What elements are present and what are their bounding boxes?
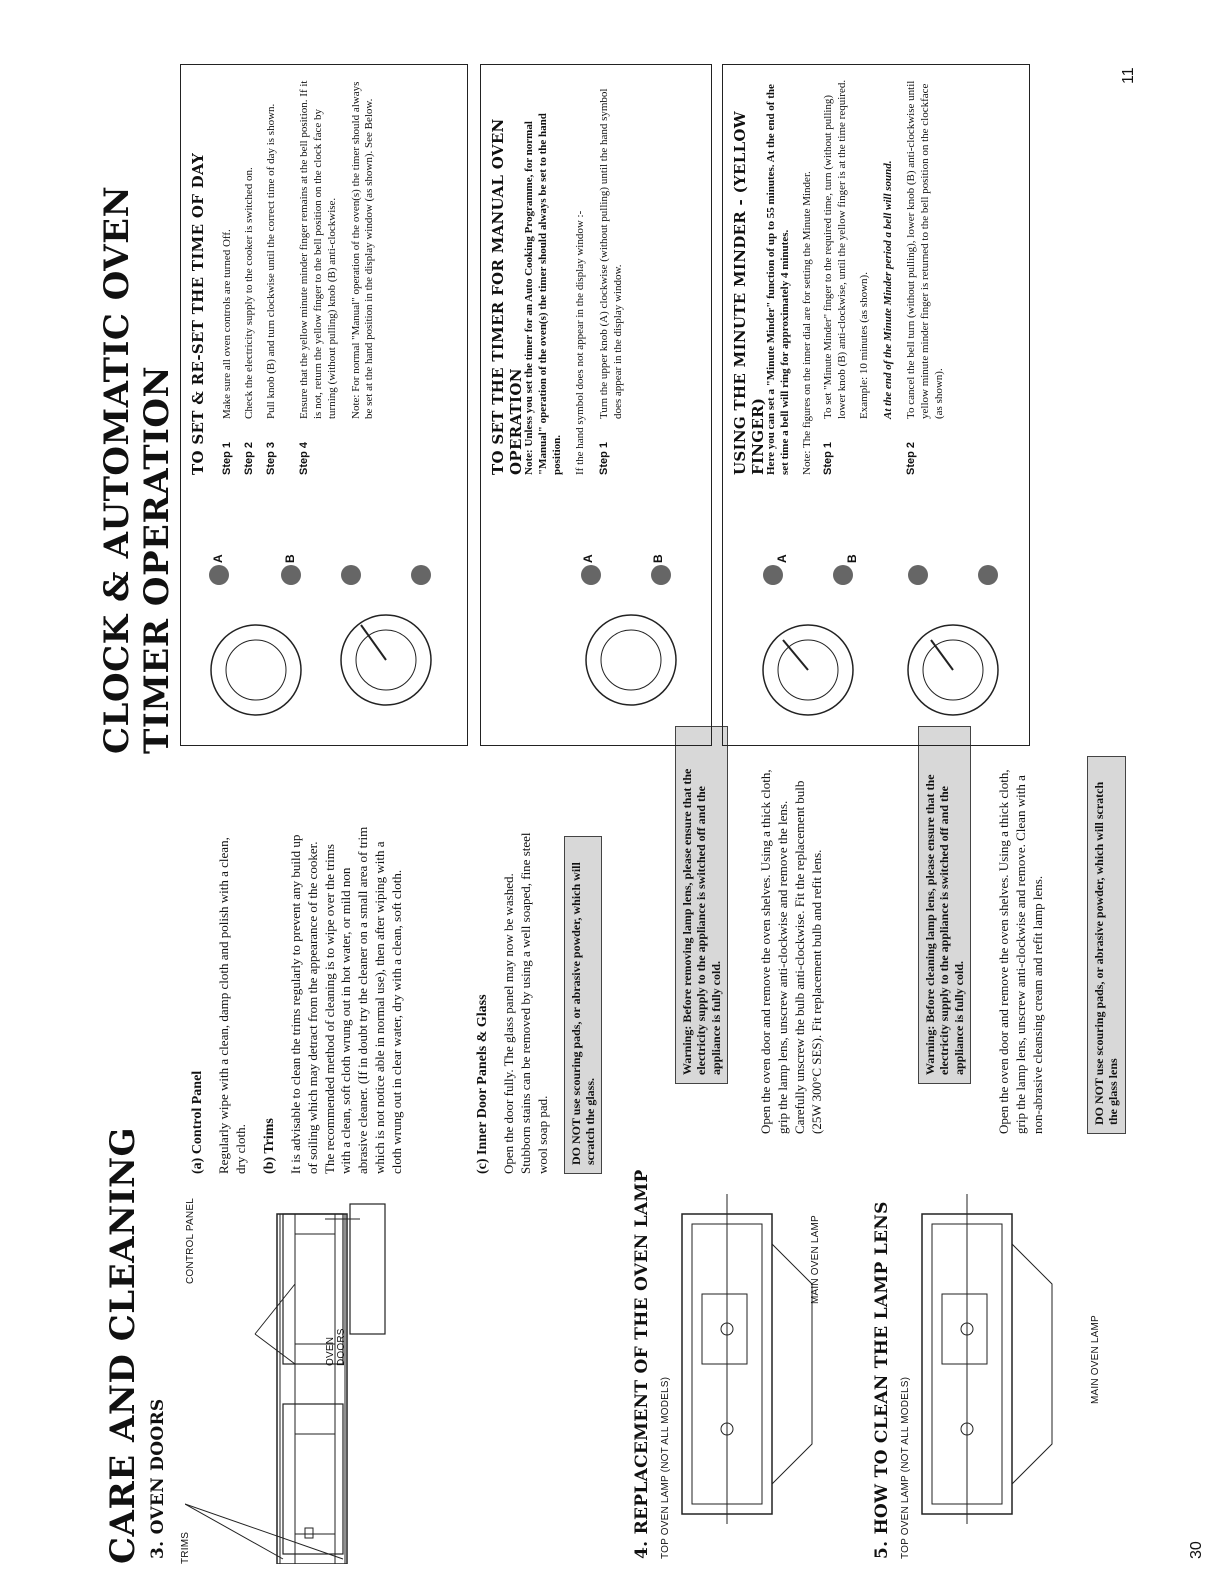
box1-steps xyxy=(221,75,377,475)
section4-warning: Warning: Before removing lamp lens, please ensure that the electricity supply to the appliance is switched off and the appliance is fully cold. xyxy=(675,726,728,1084)
box1-note: Note: For normal "Manual" operation of the oven(s) the timer should always be set at the hand position in the display window (as shown). See Below. xyxy=(349,81,376,419)
box1-step1-text: Make sure all oven controls are turned Off. xyxy=(221,229,233,419)
right-page-number: 11 xyxy=(1120,67,1137,84)
section5-warning2: DO NOT use scouring pads, or abrasive powder, which will scratch the glass lens xyxy=(1087,756,1126,1134)
section3c-block xyxy=(475,824,602,1174)
box3-step1-label: Step 1 xyxy=(822,441,835,475)
box2-content xyxy=(523,75,626,475)
section3-heading: 3. OVEN DOORS xyxy=(148,1398,168,1559)
section5-heading: 5. HOW TO CLEAN THE LAMP LENS xyxy=(872,1201,892,1559)
section3c-heading: (c) Inner Door Panels & Glass xyxy=(475,994,490,1174)
section4-oven-illustration xyxy=(672,1184,822,1524)
box3-step2-text: To cancel the bell turn (without pulling), lower knob (B) anti-clockwise until yellow minute minder finger is returned to the bell position on the clockface (as shown). xyxy=(905,80,945,419)
box1-step4-label: Step 4 xyxy=(298,441,311,475)
box2-if-text: If the hand symbol does not appear in the display window :- xyxy=(574,210,587,475)
box2-heading: TO SET THE TIMER FOR MANUAL OVEN OPERATION xyxy=(489,118,525,475)
box3-step1-text: To set "Minute Minder" finger to the required time, turn (without pulling) lower knob (B) anti-clockwise, until the yellow finger is at the time required. xyxy=(822,79,848,419)
box1-clock-diagrams xyxy=(201,485,461,735)
box1-heading: TO SET & RE-SET THE TIME OF DAY xyxy=(189,152,207,475)
box-minute-minder xyxy=(722,64,1030,746)
right-page-title-line2: TIMER OPERATION xyxy=(137,365,177,754)
box3-clock-diagrams xyxy=(743,485,1023,735)
section4-text: Open the oven door and remove the oven shelves. Using a thick cloth, grip the lamp lens, unscrew anti-clockwise and remove the lens. Carefully unscrew the bulb anti-clockwise. Fit the replacement bulb (25W 300°C SES). Fit replacement bulb and refit lens. xyxy=(758,769,824,1134)
box2-note: Note: Unless you set the timer for an Auto Cooking Programme, for normal "Manual" operation of the oven(s) the timer should always be set to the hand position. xyxy=(523,113,563,475)
section3-text-block xyxy=(190,824,406,1174)
section3b-text: It is advisable to clean the trims regularly to prevent any build up of soiling which may detract from the appearance of the cooker. The recommended method of cleaning is to wipe over the trims with a clean, soft cloth wrung out in hot water, or mild non abrasive cleaner. (If in doubt try the cleaner on a small area of trim which is not notice able in normal use), then after wiping with a cloth wrung out in clear water, dry with a clean, soft cloth. xyxy=(287,826,405,1174)
box3-step2-label: Step 2 xyxy=(905,441,918,475)
left-page-title: CARE AND CLEANING xyxy=(103,1126,143,1564)
label-oven-doors: OVEN DOORS xyxy=(325,1328,347,1366)
box-manual-operation xyxy=(480,64,712,746)
box3-intro: Here you can set a "Minute Minder" function of up to 55 minutes. At the end of the set time a bell will ring for approximately 4 minutes. xyxy=(765,84,791,475)
label-trims: TRIMS xyxy=(180,1531,191,1564)
right-page-title-line1: CLOCK & AUTOMATIC OVEN xyxy=(97,185,137,754)
section5-text: Open the oven door and remove the oven shelves. Using a thick cloth, grip the lamp lens, unscrew anti-clockwise and remove. Clean with a non-abrasive cleansing cream and refit lamp lens. xyxy=(996,769,1045,1134)
cooker-illustration xyxy=(185,1184,395,1564)
box2-knob-b-label: B xyxy=(651,554,665,563)
box3-example: Example: 10 minutes (as shown). xyxy=(857,272,870,419)
section4-main-lamp-label: MAIN OVEN LAMP xyxy=(810,1215,821,1304)
box3-end-text: At the end of the Minute Minder period a bell will sound. xyxy=(881,160,894,419)
box1-step1-label: Step 1 xyxy=(221,441,233,475)
box3-heading: USING THE MINUTE MINDER - (YELLOW FINGER) xyxy=(731,111,767,475)
left-page-number: 30 xyxy=(1188,1541,1205,1559)
section5-warning: Warning: Before cleaning lamp lens, please ensure that the electricity supply to the appliance is switched off and the appliance is fully cold. xyxy=(918,726,971,1084)
box3-note: Note: The figures on the inner dial are for setting the Minute Minder. xyxy=(800,171,813,475)
section4-top-lamp-label: TOP OVEN LAMP (NOT ALL MODELS) xyxy=(660,1376,671,1559)
box1-step4-text: Ensure that the yellow minute minder finger remains at the bell position. If it is not, return the yellow finger to the bell position on the clock face by turning (without pulling) knob (B) anti-clockwise. xyxy=(298,80,338,419)
box2-clock-diagram xyxy=(561,485,701,735)
box3-knob-a-label: A xyxy=(775,554,789,563)
section3c-text: Open the door fully. The glass panel may now be washed. Stubborn stains can be removed by using a well soaped, fine steel wool soap pad. xyxy=(501,832,550,1174)
box1-step3-label: Step 3 xyxy=(264,441,277,475)
section3a-heading: (a) Control Panel xyxy=(190,1070,205,1174)
section5-main-lamp-label: MAIN OVEN LAMP xyxy=(1090,1315,1101,1404)
box2-step1-label: Step 1 xyxy=(598,441,610,475)
box1-knob-b-label: B xyxy=(283,554,297,563)
box3-content xyxy=(765,75,947,475)
section5-top-lamp-label: TOP OVEN LAMP (NOT ALL MODELS) xyxy=(900,1376,911,1559)
section3c-warning: DO NOT use scouring pads, or abrasive powder, which will scratch the glass. xyxy=(564,836,603,1174)
section4-heading: 4. REPLACEMENT OF THE OVEN LAMP xyxy=(632,1169,652,1559)
label-control-panel: CONTROL PANEL xyxy=(185,1198,196,1284)
section3b-heading: (b) Trims xyxy=(261,1118,277,1174)
box1-step2-text: Check the electricity supply to the cooker is switched on. xyxy=(242,167,255,419)
section3a-text: Regularly wipe with a clean, damp cloth and polish with a clean, dry cloth. xyxy=(216,837,248,1174)
box2-knob-a-label: A xyxy=(581,554,595,563)
box2-step1-text: Turn the upper knob (A) clockwise (without pulling) until the hand symbol does appear in the display window. xyxy=(598,88,624,419)
box-set-time xyxy=(180,64,468,746)
box1-step2-label: Step 2 xyxy=(242,441,255,475)
box1-knob-a-label: A xyxy=(211,554,225,563)
box3-knob-b-label: B xyxy=(845,554,859,563)
box1-step3-text: Pull knob (B) and turn clockwise until the correct time of day is shown. xyxy=(264,103,277,419)
section5-oven-illustration xyxy=(912,1184,1062,1524)
